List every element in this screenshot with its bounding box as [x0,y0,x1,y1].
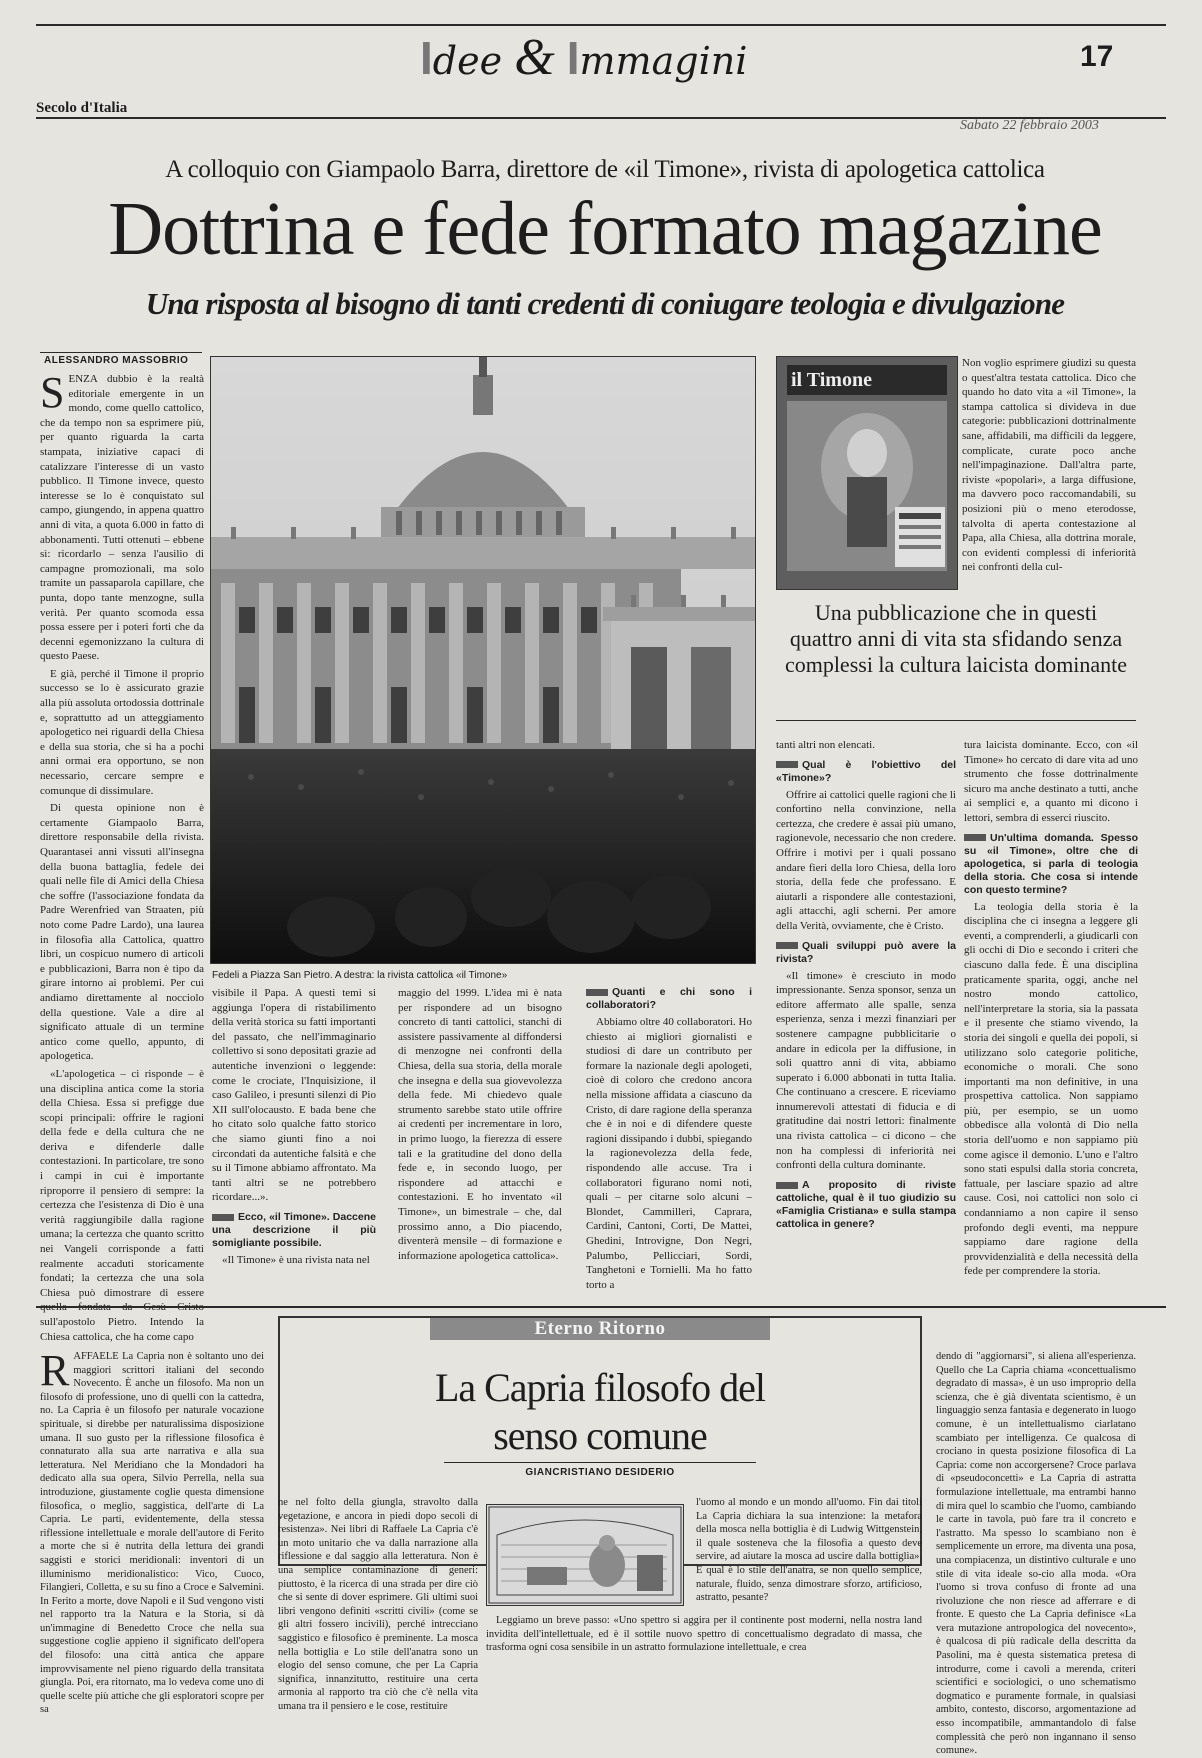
scholar-engraving [487,1505,683,1605]
col7-question-1: Un'ultima domanda. Spesso su «il Timone», oltre che di apologetica, si parla di teologia della storia. Che cosa si intende con questo termine? [964,831,1138,896]
col7-paragraph-2: La teologia della storia è la disciplina che ci insegna a leggere gli eventi, a comprenderli, a giudicarli con gli occhi di Dio e secondo i criteri che ciascuno dalla fede. È una disciplina praticamente sparita, oggi, anche nel nostro mondo cattolico, nell'interpretare la storia, sia la passata e il presente che stiamo vivendo, la storia dei singoli e quella dei popoli, si utilizzano solo categorie politiche, economiche o morali. Che sono importanti ma non definitive, in una prospettiva cattolica. Non sappiamo più, per esempio, se un uomo obbedisce alla volontà di Dio nella storia dell'uomo e non sappiamo più come agisce il demonio. L'uno e l'altro sono stati espulsi dalla storia concreta, fattuale, per lasciare spazio ad altre cause. Così, noi cattolici non solo ci condanniamo a non capire il senso profondo degli eventi, ma neppure sappiamo dare ragione della provvidenzialità e della necessità della fede per comprendere la storia. [964,900,1138,1278]
col5-question-1: Qual è l'obiettivo del «Timone»? [776,758,956,784]
pull-quote-rule [776,720,1136,721]
box-column-3b [486,1614,922,1744]
col5-paragraph-2: «Il timone» è cresciuto in modo impressionante. Senza sponsor, senza un editore affermato alle spalle, senza esperienza, senza i mezzi finanziari per sostenere campagne pubblicitarie o andare in edicola per la diffusione, in soli quattro anni di vita, abbiamo superato i 6.000 abbonati in tutta Italia. Che continuano a crescere. E riceviamo innumerevoli attestati di fiducia e di gratitudine dai nostri lettori: finalmente una rivista cattolica – ci dicono – che non ha complessi di inferiorità nei confronti della cultura dominante. [776,969,956,1172]
col4-question-1: Quanti e chi sono i collaboratori? [586,986,752,1011]
photo-caption: Fedeli a Piazza San Pietro. A destra: la rivista cattolica «il Timone» [212,970,508,981]
section-divider [36,1306,1166,1308]
col1-paragraph-3: Di questa opinione non è certamente Giampaolo Barra, direttore responsabile della rivista. Quarantasei anni vissuti all'insegna della buona battaglia, fedele dei quali nelle file di Amici della Chiesa che soffre (l'associazione fondata da Padre Werenfried van Straaten, più noto come Padre Lardo), una laurea in filosofia alla Cattolica, quattro libri, un cospicuo numero di articoli e pubblicazioni, Barra non è tipo da girare intorno ai problemi. Per cui andiamo direttamente al nocciolo della questione. Vale a dire al significato attuale di un termine antico come quello, appunto, di apologetica. [40,802,204,1063]
section-word-2: mmagini [579,39,748,83]
dropcap-r: R [40,1346,70,1395]
article-headline: Dottrina e fede formato magazine [108,187,1102,271]
box-col1-text: AFFAELE La Capria non è soltanto uno dei maggiori scrittori italiani del secondo Novecento. È anche un filosofo. Ma non un filosofo di professione, uno di quelli con la cattedra, no. La Capria è un filosofo per naturale vocazione spirituale, si direbbe per naturalissima disposizione umana. Il suo gusto per la riflessione filosofica è connaturato alla sua arte narrativa e alla sua letteratura. Nel Meridiano che la Mondadori ha dedicato alla sua opera, Silvio Perrella, nella sua introduzione, giustamente coglie questa dimensione filosofica, o meglio, saggistica, dell'arte di La Capria. Le parti, evidentemente, della stessa riflessione intellettuale e morale dell'autore di Ferito a morte che si è nutrita della lettura dei grandi saggisti e storici meridionali: inventori di un illuminismo meridionalistico: Vico, Cuoco, Filangieri, Colletta, e su su fino a Croce e Salvemini. In Ferito a morte, dove Napoli e il Sud vengono visti nel rapporto tra la Natura e la Storia, si dà un'immagine di Benedetto Croce che nella sua suggestione coglie appieno il significato dell'opera del filosofo: una città antica che appare improvvisamente nel pieno riguardo della transitata giungla. Poi, era ritornato, ma lo vedeva come uno di quelle scelte più attiche che gli esploratori scopre per sa [40,1351,264,1716]
article-column-7 [964,738,1138,1318]
il-timone-cover-photo [776,356,958,590]
pull-quote: Una pubblicazione che in questi quattro anni di vita sta sfidando senza complessi la cultura laicista dominante [784,600,1128,677]
box-column-2 [278,1496,478,1744]
col5-paragraph-1: Offrire ai cattolici quelle ragioni che li confortino nella convinzione, nella certezza, che credere è assai più umano, ragionevole, necessario che non credere. Offrire i motivi per i quali possano andare fieri della loro Chiesa, della loro storia, della fede che professano. E aiutarli a rispondere alle contestazioni, agli attacchi, agli scherni. Per amore della Verità, ovviamente, che è Cristo. [776,788,956,932]
section-initial-1: I [420,32,433,84]
box-column-1 [40,1346,264,1744]
article-kicker: A colloquio con Giampaolo Barra, direttore de «il Timone», rivista di apologetica cattolica [165,156,1045,183]
col2-paragraph-2: «Il Timone» è una rivista nata nel [222,1253,370,1266]
st-peters-square-photo [210,356,756,964]
box-rubric [430,1318,770,1340]
col6-paragraph-1: Non voglio esprimere giudizi su questa o quest'altra testata cattolica. Dico che quando ho dato vita a «il Timone», la stampa cattolica si divideva in due categorie: pubblicazioni dottrinalmente sane, affidabili, ma difficili da leggere, complicate, curate poco anche nell'impaginazione. Dall'altra parte, riviste «popolari», a larga diffusione, ma davvero poco raccomandabili, su posizioni più o meno eterodosse, talvolta di aperta contestazione al Papa, alla Chiesa, alla dottrina morale, con evidenti complessi di inferiorità nei confronti della cul- [962,357,1136,574]
st-peters-illustration [211,357,755,963]
box-col3-bottom-text: Leggiamo un breve passo: «Uno spettro si aggira per il continente post moderni, nella nostra land invidita dell'intellettuale, ed è il sottile nuovo spettro di concettualismo degradato di massa, che trasforma ogni cosa sensibile in un astratto formulazione intellettuale, e crea [486,1615,922,1654]
col1-paragraph-2: E già, perché il Timone il proprio successo se lo è assicurato grazie alla più assoluta ortodossia dottrinale e, soprattutto ad un atteggiamento apologetico nei riguardi della Chiesa e della sua storia, che si ha a pochi anni ormai era opportuno, se non necessario, cercare sempre e comunque di dissimulare. [40,667,204,797]
section-initial-2: I [566,32,580,84]
newspaper-name: Secolo d'Italia [36,100,128,116]
byline-rule [40,352,202,353]
article-column-2 [212,986,376,1318]
article-column-4 [586,986,752,1318]
section-ampersand: & [514,29,555,86]
section-title [420,28,800,98]
article-column-3 [398,986,562,1318]
page-number: 17 [1080,40,1114,73]
masthead-top-rule [36,24,1166,26]
issue-date: Sabato 22 febbraio 2003 [960,118,1099,133]
section-word-1: dee [432,39,503,83]
col1-paragraph-1: ENZA dubbio è la realtà editoriale emergente in un mondo, come quello cattolico, che da tempo non sa esprimere più, per quanto riguarda la carta stampata, iniziative capaci di catalizzare l'interesse di un vasto pubblico. Il Timone invece, questo interesse se lo è conquistato sul campo, giungendo, in appena quattro anni di vita, a quota 6.000 in fatto di abbonamenti. Tutti ottenuti – ebbene sì: ricordarlo – senza l'ausilio di campagne promozionali, ma solo tramite un passaparola capillare, che punta, dopo tante menzogne, sulla verità. Per quanto scomoda essa possa essere per i poteri forti che da decenni egemonizzano la cultura di questo Paese. [40,373,204,663]
box-headline: La Capria filosofo del senso comune [434,1365,766,1458]
box-rubric-label: Eterno Ritorno [534,1318,666,1339]
magazine-masthead-text: il Timone [791,369,872,391]
article-column-6 [962,356,1136,588]
box-column-4 [936,1350,1136,1757]
article-column-5 [776,738,956,1318]
col1-paragraph-4: «L'apologetica – ci risponde – è una disciplina antica come la storia della Chiesa. Essa si prefigge due scopi principali: offrire le ragioni della fede e della cultura che ne deriva e difenderle dalle contestazioni. In particolare, tre sono i campi in cui è importante riproporre il pensiero di sempre: la certezza che l'esistenza di Dio è una verità raggiungibile dalla ragione umana; la certezza che quanto scritto nei Vangeli corrisponde a fatti realmente accaduti storicamente fondati; la certezza che una sola Chiesa può dimostrare di essere sull'apostolo Pietro. Intendo la Chiesa cattolica, che ha come capo [40,1067,204,1343]
masthead [0,0,1202,140]
article-column-1 [40,368,204,1343]
col5-paragraph-0: tanti altri non elencati. [776,739,875,751]
col3-paragraph-1: maggio del 1999. L'idea mi è nata per rispondere ad un bisogno concreto di tanti cattolici, stanchi di assistere passivamente al diffondersi di menzogne nei confronti della Chiesa, della sua storia, della morale che insegna e della sua giovevolezza della fede. Mi chiedevo quale strumento sarebbe stato utile offrire ai credenti per incrementare in loro, in primo luogo, la fierezza di essere tali e la gratitudine del dono della fede e, in secondo luogo, per rispondere ad attacchi e contestazioni. E ho inventato «il Timone», un bimestrale – che, dal prossimo anno, a Dio piacendo, diventerà mensile – di formazione e informazione apologetica cattolica». [398,987,562,1262]
col2-question-1: Ecco, «il Timone». Daccene una descrizione il più somigliante possibile. [212,1210,376,1249]
col7-paragraph-1: tura laicista dominante. Ecco, con «il Timone» ho cercato di dare vita ad uno strumento che fosse dottrinalmente sicuro ma anche destinato a tutti, anche ai semplici e, a quanto mi dicono i lettori, sembra di esserci riuscito. [964,739,1138,824]
col5-question-2: Quali sviluppi può avere la rivista? [776,939,956,965]
col4-paragraph-1: Abbiamo oltre 40 collaboratori. Ho chiesto ai migliori giornalisti e studiosi di dare un contributo per formare la nazionale degli apologeti, cioè di coloro che credono ancora nella missione affidata a ciascuno da Cristo, di dare ragione della speranza che è in noi e di difendere queste ragioni dissipando i dubbi, spiegando la ragionevolezza della fede, rispondendo alle accuse. Tra i collaboratori figurano nomi noti, quali – per citarne solo alcuni – Blondet, Cammilleri, Caprara, Cardini, Cantoni, Corti, De Mattei, Ghedini, Introvigne, Don Negri, Palumbo, Pellicciari, Sordi, Tanghetoni e Tornielli. Ma ho fatto torto a [586,1016,752,1291]
engraving-illustration [486,1504,684,1606]
box-col3-top-text: l'uomo al mondo e un mondo all'uomo. Fin dai titoli La Capria dichiara la sua intenzione: la metafora della mosca nella bottiglia è di Ludwig Wittgenstein, il quale sosteneva che la filosofia a questo deve servire, ad aiutare la mosca ad uscire dalla bottiglia». E qual è lo stile dell'anatra, se non quello semplice, naturale, fluido, senza dimostrare sforzo, artificioso, astratto, pesante? [696,1497,922,1604]
box-byline: GIANCRISTIANO DESIDERIO [525,1467,675,1478]
dropcap-s: S [40,368,65,417]
box-byline-rule [444,1462,756,1463]
box-col4-text: dendo di "aggiornarsi", si aliena all'esperienza. Quello che La Capria chiama «concettualismo degradato di massa», è un uso improprio della scienza, che è già diventata scientismo, è un linguaggio senza fantasia e degenerato in luogo comune, è un intellettualismo ciarlatano scambiato per intelligenza. Ce qualcosa di crociano in questa posizione filosofica di La Capria: come non accorgersene? Croce parlava di «pseudoconcetti» e La Capria di astratta formulazione intellettuale, ma entrambi hanno di mira quel lo scambio che l'uomo, cambiando le carte in tavola, può fare tra il concreto e l'astratto. Ma spesso lo scambiano non è semplicemente un errore, ma diventa una posa, una compiacenza, un distintivo culturale e uno stile di vita ideale so-cio alla moda. «Ora l'uomo si trova confuso di fronte ad una rivoluzione che non riesce ad afferrare e di fronte. E questo che La Capria definisce «La vera mutazione antropologica del novecento», è qualcosa di più radicale della descritta da Pasolini, ma è questa sistematica pretesa di introdurre, come i cavoli a merenda, criteri scientifici e sociologici, o uno schematismo dogmatico e puramente formale, in qualsiasi ambito, contesto, discorso, argomentazione ad esso incompatibile, ammantandolo di false complessità che però non ingannano il senso comune». [936,1351,1136,1757]
box-column-3 [696,1496,922,1608]
article-subheadline: Una risposta al bisogno di tanti credenti di coniugare teologia e divulgazione [145,286,1065,321]
article-byline: ALESSANDRO MASSOBRIO [44,355,189,366]
box-col2-text: ne nel folto della giungla, stravolto dalla vegetazione, e ancora in piedi dopo secoli di resistenza». Nei libri di Raffaele La Capria c'è un moto unitario che va dalla narrazione alla riflessione e dal saggio alla letteratura. Non è una semplice contaminazione di generi: piuttosto, è la ricerca di una strada per dire ciò che si sente di dover esprimere. Gli ultimi suoi libri vengono definiti «scritti civili» (come se gli altri fossero incivili), perché intrecciano saggistico e filosofico è preminente. La mosca nella bottiglia e Lo stile dell'anatra sono un elogio del senso comune, che per La Capria significa, innanzitutto, restituire una certa armonia al rapporto tra ciò che c'è nella vita umana tra il pensiero e le cose, restituire [278,1497,478,1712]
col2-paragraph-1: visibile il Papa. A questi temi si aggiunga l'opera di ristabilimento della verità storica su fatti importanti del passato, che nell'immaginario collettivo si sono depositati grazie ad autentiche invenzioni o leggende: come le crociate, l'Inquisizione, il caso Galileo, i presunti silenzi di Pio XII sull'olocausto. E bada bene che ho citato solo qualche fatto storico che siamo giunti fino a noi circondati da autentiche falsità e che su il Timone abbiamo affrontato. Ma tanti altri se ne potrebbero ricordare...». [212,987,376,1204]
col5-question-3: A proposito di riviste cattoliche, qual è il tuo giudizio su «Famiglia Cristiana» e sulla stampa cattolica in genere? [776,1178,956,1230]
